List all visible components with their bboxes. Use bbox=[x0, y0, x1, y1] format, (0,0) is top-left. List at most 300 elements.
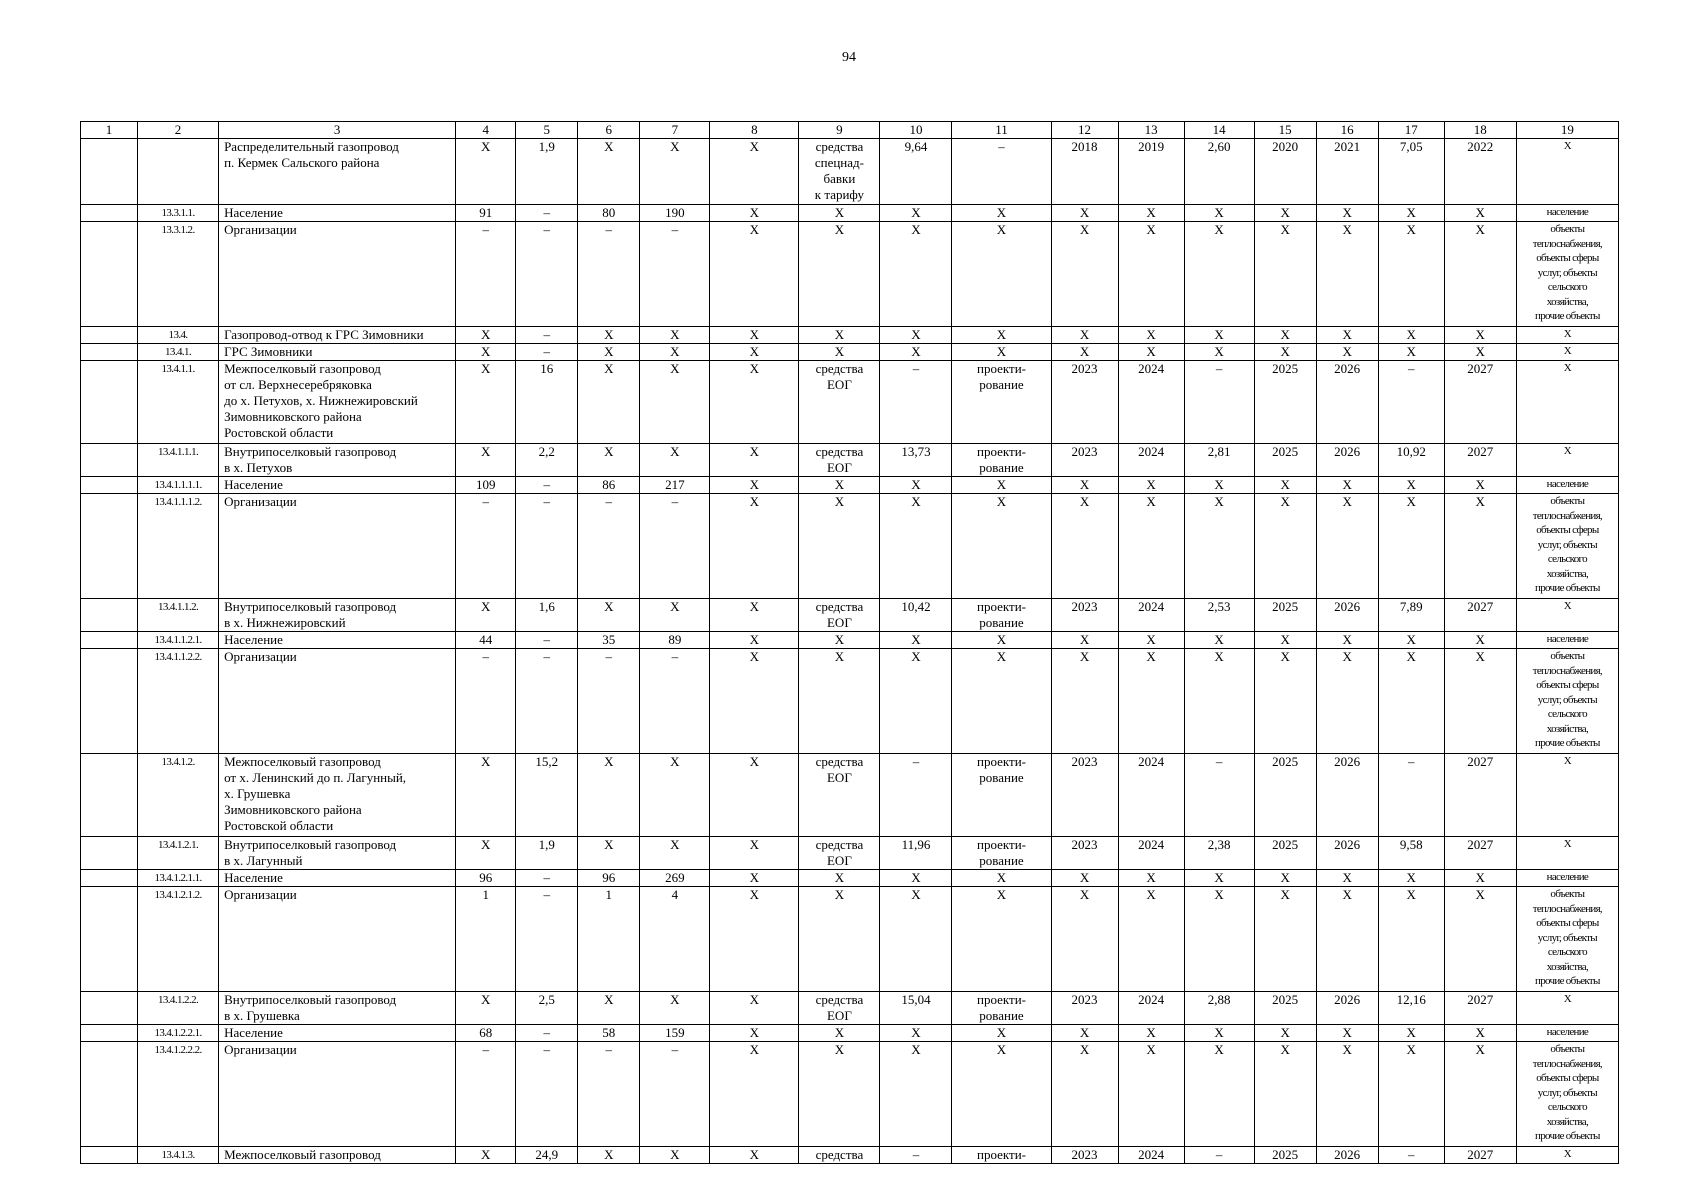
table-cell: 13,73 bbox=[880, 444, 952, 477]
table-cell: Х bbox=[1316, 632, 1378, 649]
table-cell bbox=[81, 887, 138, 992]
table-cell bbox=[81, 205, 138, 222]
table-row bbox=[81, 632, 1619, 649]
table-cell: – bbox=[578, 222, 640, 327]
table-cell: Население bbox=[219, 205, 456, 222]
table-cell: Х bbox=[578, 754, 640, 837]
table-cell: 109 bbox=[456, 477, 516, 494]
table-cell: Х bbox=[456, 444, 516, 477]
table-cell: 2,2 bbox=[516, 444, 578, 477]
table-cell: Х bbox=[710, 344, 799, 361]
table-cell: Х bbox=[799, 327, 880, 344]
table-cell: 13.4.1.1. bbox=[138, 361, 219, 444]
table-cell: 2019 bbox=[1118, 139, 1184, 205]
table-cell: Х bbox=[1316, 1025, 1378, 1042]
table-cell: средства ЕОГ bbox=[799, 754, 880, 837]
table-cell: ГРС Зимовники bbox=[219, 344, 456, 361]
table-cell: Х bbox=[1184, 1042, 1254, 1147]
table-cell: Х bbox=[952, 870, 1051, 887]
table-cell: Х bbox=[952, 649, 1051, 754]
table-cell: Х bbox=[1516, 837, 1618, 870]
table-cell: Х bbox=[1444, 1025, 1516, 1042]
table-cell: Х bbox=[1516, 361, 1618, 444]
table-cell: Х bbox=[1051, 632, 1118, 649]
table-row bbox=[81, 870, 1619, 887]
table-cell bbox=[81, 344, 138, 361]
table-cell: – bbox=[516, 327, 578, 344]
table-row bbox=[81, 754, 1619, 837]
table-cell: 13.4. bbox=[138, 327, 219, 344]
table-cell: Х bbox=[710, 649, 799, 754]
table-cell: Х bbox=[799, 1025, 880, 1042]
column-number: 8 bbox=[710, 122, 799, 139]
table-row bbox=[81, 837, 1619, 870]
table-row bbox=[81, 222, 1619, 327]
table-cell: Х bbox=[1316, 327, 1378, 344]
table-row bbox=[81, 992, 1619, 1025]
table-cell: 2024 bbox=[1118, 837, 1184, 870]
table-cell: Х bbox=[1444, 477, 1516, 494]
table-cell: Х bbox=[880, 494, 952, 599]
column-number: 17 bbox=[1378, 122, 1444, 139]
table-cell: Х bbox=[1051, 494, 1118, 599]
table-cell: Организации bbox=[219, 649, 456, 754]
table-cell: 2023 bbox=[1051, 992, 1118, 1025]
table-cell: – bbox=[516, 1042, 578, 1147]
column-number: 19 bbox=[1516, 122, 1618, 139]
table-cell: Х bbox=[710, 632, 799, 649]
table-cell: Население bbox=[219, 870, 456, 887]
table-cell: Х bbox=[456, 837, 516, 870]
table-cell: – bbox=[516, 205, 578, 222]
table-cell: 13.4.1.2.2.1. bbox=[138, 1025, 219, 1042]
table-cell: Х bbox=[1051, 1025, 1118, 1042]
table-cell bbox=[81, 1147, 138, 1164]
table-cell: 2024 bbox=[1118, 1147, 1184, 1164]
table-cell: объекты теплоснабжения, объекты сферы услуг, объекты сельского хозяйства, прочие объекты bbox=[1516, 494, 1618, 599]
table-cell: проекти- рование bbox=[952, 837, 1051, 870]
table-cell: Х bbox=[1184, 1025, 1254, 1042]
table-cell: Х bbox=[578, 327, 640, 344]
table-cell: Х bbox=[578, 139, 640, 205]
table-cell: Х bbox=[799, 344, 880, 361]
table-cell bbox=[138, 139, 219, 205]
table-cell: 2,53 bbox=[1184, 599, 1254, 632]
table-cell: Х bbox=[1254, 632, 1316, 649]
table-cell: 2024 bbox=[1118, 361, 1184, 444]
table-cell: Х bbox=[799, 870, 880, 887]
table-cell: 1 bbox=[456, 887, 516, 992]
table-row bbox=[81, 327, 1619, 344]
table-cell: Организации bbox=[219, 887, 456, 992]
table-cell bbox=[81, 1025, 138, 1042]
table-cell: Х bbox=[1184, 222, 1254, 327]
table-cell: Х bbox=[1118, 1042, 1184, 1147]
column-number: 7 bbox=[640, 122, 710, 139]
table-cell: Х bbox=[1254, 870, 1316, 887]
table-cell: Х bbox=[1051, 344, 1118, 361]
table-cell: Х bbox=[710, 837, 799, 870]
table-cell: – bbox=[880, 361, 952, 444]
table-cell: Внутрипоселковый газопровод в х. Грушевка bbox=[219, 992, 456, 1025]
table-cell: 96 bbox=[578, 870, 640, 887]
column-number: 5 bbox=[516, 122, 578, 139]
table-cell: Х bbox=[1051, 477, 1118, 494]
table-cell: Х bbox=[1316, 205, 1378, 222]
table-cell: 11,96 bbox=[880, 837, 952, 870]
table-cell: Х bbox=[1051, 1042, 1118, 1147]
column-number: 13 bbox=[1118, 122, 1184, 139]
table-cell: Х bbox=[880, 205, 952, 222]
table-cell: Х bbox=[1254, 222, 1316, 327]
table-row bbox=[81, 649, 1619, 754]
table-cell: 2026 bbox=[1316, 1147, 1378, 1164]
table-cell: Х bbox=[1444, 632, 1516, 649]
table-cell: Х bbox=[1051, 205, 1118, 222]
table-cell: Х bbox=[1378, 327, 1444, 344]
table-cell: Население bbox=[219, 1025, 456, 1042]
table-body bbox=[81, 122, 1619, 1164]
table-cell bbox=[81, 444, 138, 477]
table-cell: Организации bbox=[219, 1042, 456, 1147]
table-cell: 9,64 bbox=[880, 139, 952, 205]
table-cell bbox=[81, 494, 138, 599]
table-cell: объекты теплоснабжения, объекты сферы услуг, объекты сельского хозяйства, прочие объекты bbox=[1516, 649, 1618, 754]
table-cell: объекты теплоснабжения, объекты сферы услуг, объекты сельского хозяйства, прочие объекты bbox=[1516, 222, 1618, 327]
table-cell: 16 bbox=[516, 361, 578, 444]
table-cell: Х bbox=[1118, 870, 1184, 887]
table-cell: 2,81 bbox=[1184, 444, 1254, 477]
table-cell: Х bbox=[1118, 205, 1184, 222]
table-cell bbox=[81, 870, 138, 887]
table-cell: 2026 bbox=[1316, 992, 1378, 1025]
table-cell: Х bbox=[952, 222, 1051, 327]
table-row bbox=[81, 1147, 1619, 1164]
table-row bbox=[81, 887, 1619, 992]
table-cell: 13.4.1.1.1.1. bbox=[138, 477, 219, 494]
table-row bbox=[81, 444, 1619, 477]
table-cell: 13.4.1.1.2. bbox=[138, 599, 219, 632]
table-cell: 13.4.1.1.2.1. bbox=[138, 632, 219, 649]
table-cell: Х bbox=[456, 327, 516, 344]
table-cell: Х bbox=[578, 1147, 640, 1164]
table-cell: Х bbox=[952, 494, 1051, 599]
table-cell: 2020 bbox=[1254, 139, 1316, 205]
column-number: 10 bbox=[880, 122, 952, 139]
table-cell: Х bbox=[1051, 222, 1118, 327]
table-cell: – bbox=[456, 494, 516, 599]
table-cell: Х bbox=[456, 599, 516, 632]
table-cell: проекти- рование bbox=[952, 992, 1051, 1025]
table-cell: 13.3.1.2. bbox=[138, 222, 219, 327]
table-cell bbox=[81, 599, 138, 632]
table-cell: Х bbox=[799, 887, 880, 992]
table-cell: население bbox=[1516, 205, 1618, 222]
table-cell: проекти- рование bbox=[952, 599, 1051, 632]
table-cell: 217 bbox=[640, 477, 710, 494]
table-cell: Х bbox=[952, 327, 1051, 344]
table-cell: 2022 bbox=[1444, 139, 1516, 205]
table-cell: Х bbox=[799, 222, 880, 327]
table-cell: Х bbox=[1316, 887, 1378, 992]
table-cell: 13.3.1.1. bbox=[138, 205, 219, 222]
table-cell: – bbox=[952, 139, 1051, 205]
table-cell: Х bbox=[710, 1042, 799, 1147]
table-cell bbox=[81, 992, 138, 1025]
table-cell: – bbox=[456, 1042, 516, 1147]
table-cell: Х bbox=[710, 205, 799, 222]
table-cell: Х bbox=[952, 205, 1051, 222]
table-cell: 2026 bbox=[1316, 754, 1378, 837]
table-cell: Х bbox=[1516, 754, 1618, 837]
table-cell: 2027 bbox=[1444, 444, 1516, 477]
column-number: 2 bbox=[138, 122, 219, 139]
table-cell: Х bbox=[1254, 494, 1316, 599]
table-row bbox=[81, 599, 1619, 632]
table-cell: Организации bbox=[219, 222, 456, 327]
table-cell: Х bbox=[710, 444, 799, 477]
table-cell: – bbox=[1184, 754, 1254, 837]
table-cell: – bbox=[516, 649, 578, 754]
table-cell: население bbox=[1516, 477, 1618, 494]
table-cell bbox=[81, 327, 138, 344]
table-cell: 13.4.1.2.2. bbox=[138, 992, 219, 1025]
table-cell: Х bbox=[710, 870, 799, 887]
table-cell: Х bbox=[710, 477, 799, 494]
table-cell: Х bbox=[710, 222, 799, 327]
table-cell: Х bbox=[799, 1042, 880, 1147]
table-cell: Межпоселковый газопровод от сл. Верхнесеребряковка до х. Петухов, х. Нижнежировский Зимовниковского района Ростовской области bbox=[219, 361, 456, 444]
table-cell: 4 bbox=[640, 887, 710, 992]
table-cell: Х bbox=[1378, 887, 1444, 992]
table-cell: 80 bbox=[578, 205, 640, 222]
table-cell: – bbox=[1184, 1147, 1254, 1164]
table-cell: 7,05 bbox=[1378, 139, 1444, 205]
table-cell: 44 bbox=[456, 632, 516, 649]
table-cell: Х bbox=[952, 1042, 1051, 1147]
table-cell: Х bbox=[1118, 344, 1184, 361]
column-number: 11 bbox=[952, 122, 1051, 139]
table-cell: Х bbox=[1378, 477, 1444, 494]
table-cell: Х bbox=[710, 599, 799, 632]
table-cell: – bbox=[880, 754, 952, 837]
table-cell: 2024 bbox=[1118, 754, 1184, 837]
table-cell: 2023 bbox=[1051, 1147, 1118, 1164]
table-cell: Х bbox=[710, 887, 799, 992]
page-number: 94 bbox=[842, 50, 856, 65]
table-cell: Х bbox=[710, 361, 799, 444]
table-cell: Население bbox=[219, 632, 456, 649]
table-cell: 2026 bbox=[1316, 361, 1378, 444]
table-cell bbox=[81, 222, 138, 327]
table-cell: – bbox=[516, 870, 578, 887]
table-cell: 13.4.1.2.2.2. bbox=[138, 1042, 219, 1147]
table-cell: – bbox=[516, 494, 578, 599]
table-cell bbox=[81, 477, 138, 494]
table-cell: 1,6 bbox=[516, 599, 578, 632]
table-cell: – bbox=[516, 887, 578, 992]
table-cell: – bbox=[578, 649, 640, 754]
table-cell: Х bbox=[1444, 870, 1516, 887]
table-cell: Х bbox=[456, 754, 516, 837]
table-cell: Х bbox=[640, 837, 710, 870]
table-cell: Х bbox=[1378, 344, 1444, 361]
table-cell: – bbox=[516, 632, 578, 649]
table-cell: 1,9 bbox=[516, 139, 578, 205]
table-cell: 89 bbox=[640, 632, 710, 649]
table-cell bbox=[81, 649, 138, 754]
table-cell: Х bbox=[456, 344, 516, 361]
table-cell: 86 bbox=[578, 477, 640, 494]
table-cell: Х bbox=[1051, 327, 1118, 344]
table-cell: Х bbox=[799, 632, 880, 649]
column-number: 6 bbox=[578, 122, 640, 139]
table-row bbox=[81, 494, 1619, 599]
table-cell: Х bbox=[456, 361, 516, 444]
table-cell: Х bbox=[578, 344, 640, 361]
table-cell: 2023 bbox=[1051, 754, 1118, 837]
table-cell: Х bbox=[1378, 222, 1444, 327]
table-cell: Х bbox=[1118, 327, 1184, 344]
table-cell: Х bbox=[952, 632, 1051, 649]
table-cell: 2027 bbox=[1444, 599, 1516, 632]
table-cell: Х bbox=[952, 887, 1051, 992]
table-cell: Х bbox=[1254, 205, 1316, 222]
table-cell: 13.4.1.2.1.2. bbox=[138, 887, 219, 992]
table-cell: Х bbox=[1254, 327, 1316, 344]
table-cell: 2024 bbox=[1118, 992, 1184, 1025]
table-cell: Х bbox=[1316, 870, 1378, 887]
table-cell: Х bbox=[952, 1025, 1051, 1042]
table-cell: Межпоселковый газопровод от х. Ленинский до п. Лагунный, х. Грушевка Зимовниковского района Ростовской области bbox=[219, 754, 456, 837]
table-cell: Х bbox=[880, 649, 952, 754]
column-number: 15 bbox=[1254, 122, 1316, 139]
column-number: 14 bbox=[1184, 122, 1254, 139]
column-number: 16 bbox=[1316, 122, 1378, 139]
table-cell: – bbox=[516, 477, 578, 494]
table-cell: 12,16 bbox=[1378, 992, 1444, 1025]
table-cell: – bbox=[516, 1025, 578, 1042]
table-cell: 2021 bbox=[1316, 139, 1378, 205]
table-cell: 2,88 bbox=[1184, 992, 1254, 1025]
table-cell: 1,9 bbox=[516, 837, 578, 870]
table-cell: 2,38 bbox=[1184, 837, 1254, 870]
table-cell: Х bbox=[1444, 1042, 1516, 1147]
table-cell: Х bbox=[1051, 870, 1118, 887]
table-cell: 10,42 bbox=[880, 599, 952, 632]
table-cell: Х bbox=[799, 477, 880, 494]
table-cell bbox=[81, 139, 138, 205]
table-cell: – bbox=[516, 222, 578, 327]
table-cell: 190 bbox=[640, 205, 710, 222]
table-cell: 13.4.1.2.1. bbox=[138, 837, 219, 870]
table-cell: Х bbox=[1516, 444, 1618, 477]
table-cell: – bbox=[516, 344, 578, 361]
table-cell: Х bbox=[1254, 887, 1316, 992]
table-cell: Х bbox=[1378, 494, 1444, 599]
table-cell: Внутрипоселковый газопровод в х. Лагунный bbox=[219, 837, 456, 870]
table-cell: Х bbox=[1254, 477, 1316, 494]
table-cell: 96 bbox=[456, 870, 516, 887]
column-number: 1 bbox=[81, 122, 138, 139]
table-cell: 2023 bbox=[1051, 599, 1118, 632]
column-number: 4 bbox=[456, 122, 516, 139]
table-cell: Х bbox=[640, 344, 710, 361]
table-cell: 269 bbox=[640, 870, 710, 887]
table-cell: Х bbox=[880, 1025, 952, 1042]
table-cell: Внутрипоселковый газопровод в х. Нижнежировский bbox=[219, 599, 456, 632]
table-cell: 35 bbox=[578, 632, 640, 649]
table-cell: Х bbox=[1378, 1042, 1444, 1147]
table-cell: 2027 bbox=[1444, 1147, 1516, 1164]
table-cell: Х bbox=[1184, 649, 1254, 754]
table-cell: Х bbox=[710, 1025, 799, 1042]
table-cell: 2027 bbox=[1444, 992, 1516, 1025]
table-cell: 13.4.1.1.1.2. bbox=[138, 494, 219, 599]
table-cell: – bbox=[1378, 361, 1444, 444]
table-cell: Х bbox=[1444, 887, 1516, 992]
table-cell: объекты теплоснабжения, объекты сферы услуг, объекты сельского хозяйства, прочие объекты bbox=[1516, 887, 1618, 992]
table-cell: Х bbox=[880, 327, 952, 344]
table-cell: 10,92 bbox=[1378, 444, 1444, 477]
table-row bbox=[81, 139, 1619, 205]
table-cell: Х bbox=[640, 599, 710, 632]
table-cell: Х bbox=[710, 1147, 799, 1164]
table-cell: Х bbox=[578, 992, 640, 1025]
table-cell: 13.4.1.2. bbox=[138, 754, 219, 837]
table-cell: Х bbox=[710, 992, 799, 1025]
table-cell: 2025 bbox=[1254, 837, 1316, 870]
table-cell: Х bbox=[1516, 992, 1618, 1025]
table-cell: Х bbox=[1051, 887, 1118, 992]
table-cell: 68 bbox=[456, 1025, 516, 1042]
table-cell: Х bbox=[880, 477, 952, 494]
table-cell: Х bbox=[1184, 205, 1254, 222]
table-cell bbox=[81, 632, 138, 649]
table-cell: средства bbox=[799, 1147, 880, 1164]
table-cell: Х bbox=[578, 599, 640, 632]
table-cell: Х bbox=[710, 494, 799, 599]
table-cell: проекти- рование bbox=[952, 361, 1051, 444]
table-cell: Х bbox=[880, 1042, 952, 1147]
table-cell: Х bbox=[1444, 327, 1516, 344]
table-cell bbox=[81, 754, 138, 837]
table-cell: 13.4.1. bbox=[138, 344, 219, 361]
table-cell: – bbox=[1378, 754, 1444, 837]
table-cell: средства ЕОГ bbox=[799, 444, 880, 477]
table-cell: Х bbox=[710, 327, 799, 344]
table-cell: 15,2 bbox=[516, 754, 578, 837]
table-cell: проекти- bbox=[952, 1147, 1051, 1164]
table-cell: – bbox=[640, 649, 710, 754]
table-cell: Х bbox=[1254, 649, 1316, 754]
table-row bbox=[81, 205, 1619, 222]
table-cell: Х bbox=[640, 992, 710, 1025]
table-cell: население bbox=[1516, 1025, 1618, 1042]
table-cell: 2025 bbox=[1254, 1147, 1316, 1164]
table-cell: Х bbox=[952, 477, 1051, 494]
table-cell: Х bbox=[1516, 139, 1618, 205]
table-cell: 2025 bbox=[1254, 754, 1316, 837]
table-cell: средства ЕОГ bbox=[799, 361, 880, 444]
table-cell: 13.4.1.1.1. bbox=[138, 444, 219, 477]
table-cell: Х bbox=[880, 344, 952, 361]
table-cell: Х bbox=[1444, 344, 1516, 361]
table-cell: – bbox=[1184, 361, 1254, 444]
table-cell: 13.4.1.3. bbox=[138, 1147, 219, 1164]
table-cell: Х bbox=[1316, 1042, 1378, 1147]
table-cell: Х bbox=[880, 632, 952, 649]
